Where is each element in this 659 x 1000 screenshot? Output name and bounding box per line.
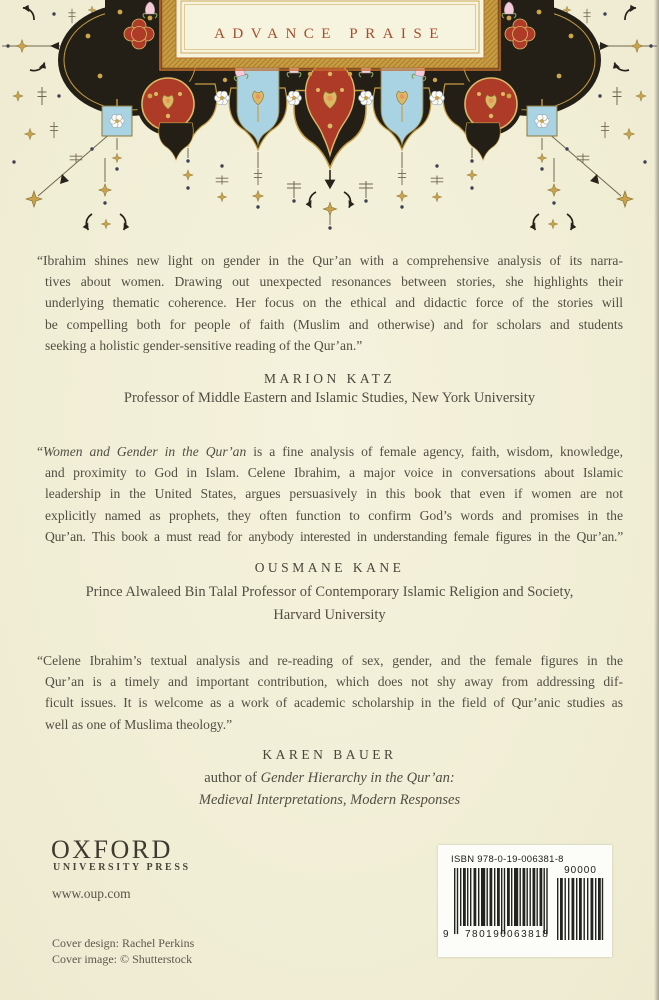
quote-line: “Ibrahim shines new light on gender in the Qur’an with a comprehensive analysis of its narra- <box>37 253 623 268</box>
open-quote: “ <box>37 444 44 459</box>
reviewer-affiliation: Professor of Middle Eastern and Islamic Studies, New York University <box>123 390 536 406</box>
quote-ousmane-kane <box>37 441 623 547</box>
quote-line: well as one of Muslima theology.” <box>45 716 233 732</box>
quote-line-rest: is a fine analysis of female agency, faith, wisdom, knowledge, <box>246 444 623 459</box>
quote-line: Qur’an is a timely and important contribution, which does not shy away from addressing dif- <box>45 674 623 690</box>
supplement-number: 90000 <box>564 865 597 876</box>
reviewer-affiliation: Prince Alwaleed Bin Talal Professor of Contemporary Islamic Religion and Society, <box>85 584 574 600</box>
reviewer-affiliation: Harvard University <box>273 607 386 623</box>
band-motifs <box>215 60 445 155</box>
quote-line: and proximity to God in Islam. Celene Ibrahim, a major voice in conversations about Islamic <box>45 465 623 481</box>
reviewer-name: KAREN BAUER <box>262 747 397 762</box>
advance-praise-panel <box>160 0 500 70</box>
book-title-italic: Gender Hierarchy in the Qur’an: <box>260 770 455 786</box>
cover-design-credit: Cover design: Rachel Perkins <box>52 936 195 950</box>
quote-line: leadership in the United States, argues persuasively in this book that even if women are not <box>45 486 623 502</box>
reviewer-affiliation: Medieval Interpretations, Modern Responses <box>198 792 461 808</box>
quote-line: “Celene Ibrahim’s textual analysis and re-reading of sex, gender, and the female figures in the <box>37 653 623 668</box>
header-ornament <box>0 0 659 232</box>
cover-image-credit: Cover image: © Shutterstock <box>52 952 193 966</box>
isbn-label: ISBN 978-0-19-006381-8 <box>451 854 564 865</box>
photo-edge-shadow <box>654 0 659 1000</box>
quote-line <box>37 441 623 462</box>
quote-line: Qur’an. This book a must read for anybody interested in understanding female figures in the Qur’an.” <box>45 528 623 544</box>
quote-line: ficult issues. It is welcome as a work of academic scholarship in the field of Qur’anic studies as <box>45 695 623 711</box>
quote-line: explicitly named as prophets, they often function to confirm God’s words and promises in the <box>45 507 623 523</box>
ean13-digits-right: 063818 <box>507 929 550 940</box>
reviewer-name: OUSMANE KANE <box>254 560 405 575</box>
quote-line: be compelling both for people of faith (Muslim and otherwise) and for scholars and students <box>45 316 623 332</box>
reviewer-name: MARION KATZ <box>263 371 396 386</box>
quote-marion-katz <box>37 250 623 356</box>
reviewer-affiliation <box>0 770 659 787</box>
quote-line: seeking a holistic gender-sensitive reading of the Qur’an.” <box>45 337 363 353</box>
ean13-digits-left: 780190 <box>465 929 508 940</box>
quote-line: underlying thematic coherence. Her focus on the ethical and didactic force of the stories will <box>45 295 623 311</box>
quote-karen-bauer <box>37 650 623 735</box>
advance-praise-title: ADVANCE PRAISE <box>214 26 446 42</box>
publisher-logo-oxford: OXFORD <box>51 835 173 864</box>
quote-line: tives about women. Drawing out unexpected resonances between stories, she highlights their <box>45 274 623 290</box>
isbn-barcode <box>438 845 612 957</box>
ean13-digit-lead: 9 <box>443 929 449 940</box>
affiliation-prefix: author of <box>204 770 261 786</box>
publisher-website: www.oup.com <box>52 886 131 901</box>
publisher-logo-subtitle: UNIVERSITY PRESS <box>53 862 191 873</box>
book-title-italic: Women and Gender in the Qur’an <box>43 444 247 459</box>
supplement-bars <box>557 878 604 940</box>
ean13-bars <box>454 868 549 935</box>
